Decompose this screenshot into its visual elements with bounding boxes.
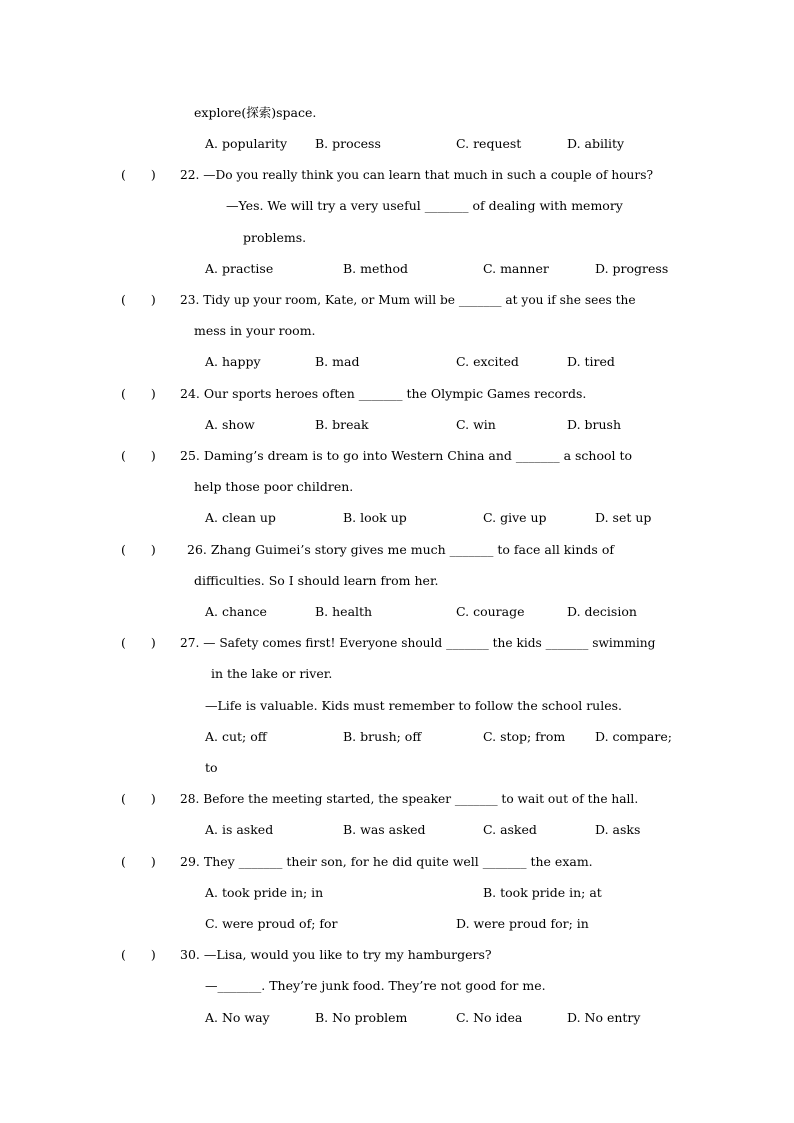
question-30-option-d: D. No entry	[567, 1010, 641, 1025]
question-23-option-c: C. excited	[456, 354, 519, 369]
answer-blank-24[interactable]: ( )	[121, 386, 156, 401]
question-28-option-d: D. asks	[595, 822, 641, 837]
question-24-stem: 24. Our sports heroes often _______ the Olympic Games records.	[180, 386, 587, 401]
question-26-option-c: C. courage	[456, 604, 525, 619]
question-25-option-a: A. clean up	[205, 510, 276, 525]
question-26-option-d: D. decision	[567, 604, 637, 619]
question-25-stem-line2: help those poor children.	[194, 479, 354, 494]
question-21-option-a: A. popularity	[205, 136, 288, 151]
question-21-option-b: B. process	[315, 136, 381, 151]
question-24-option-a: A. show	[205, 417, 255, 432]
question-23-option-d: D. tired	[567, 354, 615, 369]
answer-blank-27[interactable]: ( )	[121, 635, 156, 650]
question-29-option-d: D. were proud for; in	[456, 916, 589, 931]
question-29-option-a: A. took pride in; in	[205, 885, 324, 900]
question-24-option-c: C. win	[456, 417, 496, 432]
question-21-stem-continuation: explore(探索)space.	[194, 105, 317, 120]
question-26-option-a: A. chance	[205, 604, 267, 619]
question-28-stem: 28. Before the meeting started, the speaker _______ to wait out of the hall.	[180, 792, 639, 806]
question-24-option-b: B. break	[315, 417, 369, 432]
question-26-stem-line2: difficulties. So I should learn from her.	[194, 573, 439, 588]
question-22-reply-line2: problems.	[243, 230, 307, 245]
answer-blank-25[interactable]: ( )	[121, 448, 156, 463]
question-23-stem-line2: mess in your room.	[194, 323, 316, 338]
question-25-stem-line1: 25. Daming’s dream is to go into Western China and _______ a school to	[180, 448, 633, 463]
question-29-stem: 29. They _______ their son, for he did quite well _______ the exam.	[180, 854, 593, 869]
question-22-option-b: B. method	[343, 261, 408, 276]
question-27-option-a: A. cut; off	[205, 729, 267, 744]
question-30-reply: —_______. They’re junk food. They’re not good for me.	[205, 978, 546, 993]
question-25-option-c: C. give up	[483, 510, 547, 525]
answer-blank-29[interactable]: ( )	[121, 854, 156, 869]
question-27-option-d-wrap: to	[205, 760, 218, 775]
question-30-option-c: C. No idea	[456, 1010, 523, 1025]
answer-blank-28[interactable]: ( )	[121, 791, 156, 806]
question-28-option-b: B. was asked	[343, 822, 426, 837]
question-23-option-b: B. mad	[315, 354, 360, 369]
question-23-option-a: A. happy	[205, 354, 261, 369]
answer-blank-26[interactable]: ( )	[121, 542, 156, 557]
question-26-option-b: B. health	[315, 604, 373, 619]
question-22-reply-line1: —Yes. We will try a very useful _______ of dealing with memory	[226, 198, 623, 213]
question-25-option-d: D. set up	[595, 510, 652, 525]
question-22-option-d: D. progress	[595, 261, 669, 276]
question-23-stem-line1: 23. Tidy up your room, Kate, or Mum will be _______ at you if she sees the	[180, 293, 636, 307]
question-22-option-a: A. practise	[205, 261, 274, 276]
question-26-stem-line1: 26. Zhang Guimei’s story gives me much _______ to face all kinds of	[187, 542, 614, 557]
question-30-stem: 30. —Lisa, would you like to try my hamburgers?	[180, 947, 492, 962]
question-27-reply: —Life is valuable. Kids must remember to follow the school rules.	[205, 698, 623, 713]
question-25-option-b: B. look up	[343, 510, 407, 525]
question-27-stem-line2: in the lake or river.	[211, 666, 333, 681]
question-27-option-c: C. stop; from	[483, 729, 566, 744]
question-24-option-d: D. brush	[567, 417, 622, 432]
question-30-option-a: A. No way	[205, 1010, 270, 1025]
question-21-option-d: D. ability	[567, 136, 625, 151]
question-28-option-a: A. is asked	[205, 822, 274, 837]
question-27-option-b: B. brush; off	[343, 729, 422, 744]
question-27-stem-line1: 27. — Safety comes first! Everyone should _______ the kids _______ swimming	[180, 636, 656, 650]
question-30-option-b: B. No problem	[315, 1010, 408, 1025]
question-28-option-c: C. asked	[483, 822, 537, 837]
answer-blank-22[interactable]: ( )	[121, 167, 156, 182]
question-22-option-c: C. manner	[483, 261, 549, 276]
question-27-option-d: D. compare;	[595, 729, 672, 744]
question-21-option-c: C. request	[456, 136, 522, 151]
question-22-stem: 22. —Do you really think you can learn that much in such a couple of hours?	[180, 168, 653, 182]
answer-blank-30[interactable]: ( )	[121, 947, 156, 962]
answer-blank-23[interactable]: ( )	[121, 292, 156, 307]
question-29-option-b: B. took pride in; at	[483, 885, 602, 900]
question-29-option-c: C. were proud of; for	[205, 916, 338, 931]
